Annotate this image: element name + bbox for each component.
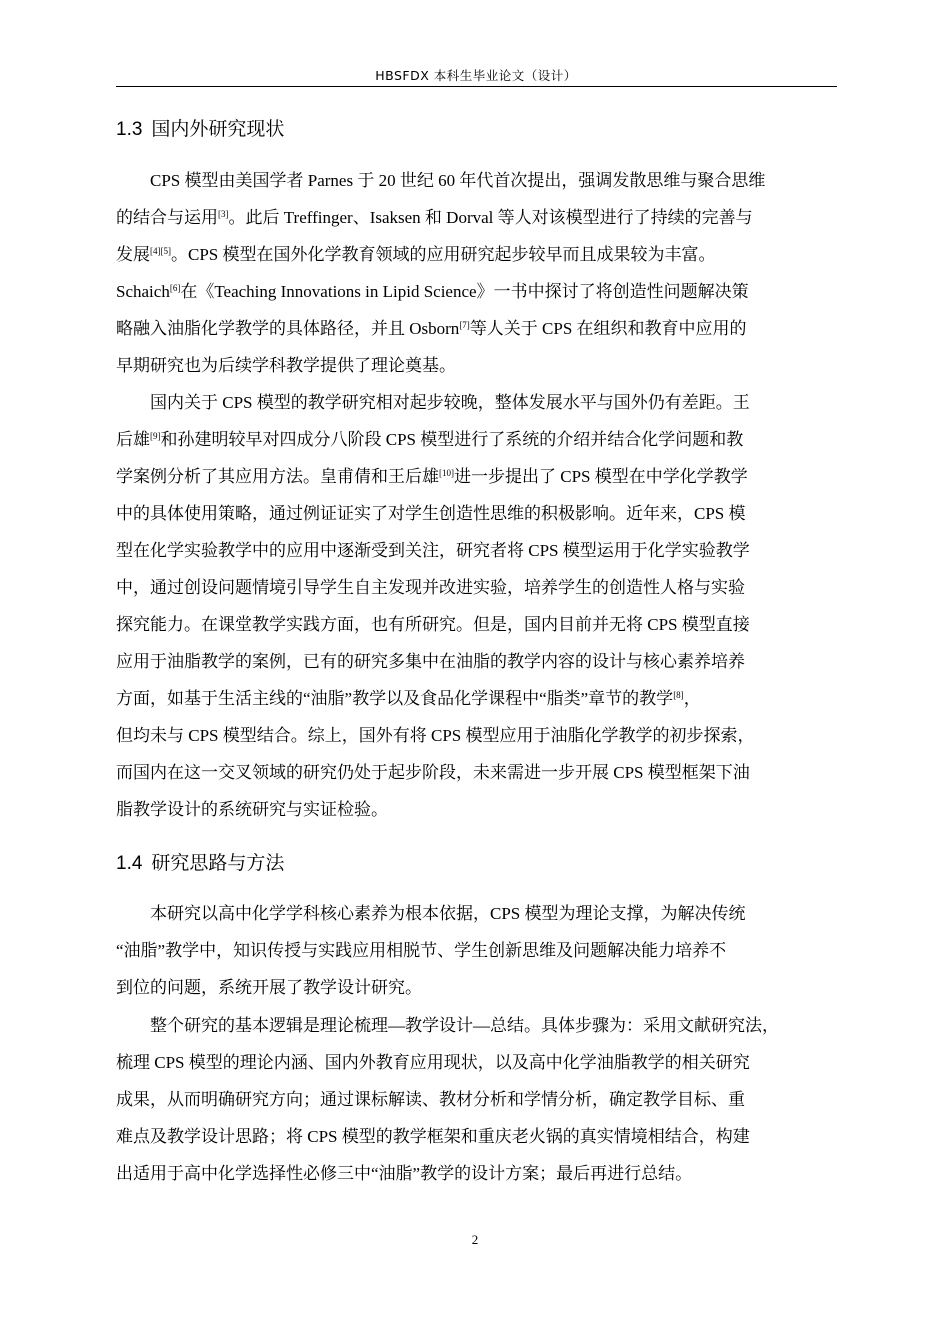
section-heading-1-4	[116, 852, 837, 876]
text-line: 到位的问题，系统开展了教学设计研究。	[116, 978, 422, 997]
text-line: 的结合与运用[3]。此后 Treffinger、Isaksen 和 Dorval 等人对该模型进行了持续的完善与	[116, 208, 753, 227]
citation-marker: [6]	[169, 283, 181, 293]
text-line: 方面，如基于生活主线的“油脂”教学以及食品化学课程中“脂类”章节的教学[8]，	[116, 689, 701, 708]
text-line: 出适用于高中化学选择性必修三中“油脂”教学的设计方案；最后再进行总结。	[116, 1164, 693, 1183]
citation-marker: [9]	[150, 431, 161, 441]
paragraph-domestic-research	[116, 384, 837, 828]
text-line: 但均未与 CPS 模型结合。综上，国外有将 CPS 模型应用于油脂化学教学的初步探索，	[116, 726, 755, 745]
text-line: 脂教学设计的系统研究与实证检验。	[116, 800, 388, 819]
text-line: 应用于油脂教学的案例，已有的研究多集中在油脂的教学内容的设计与核心素养培养	[116, 652, 745, 671]
text-line: 中的具体使用策略，通过例证证实了对学生创造性思维的积极影响。近年来，CPS 模	[116, 504, 746, 523]
citation-marker: [10]	[439, 468, 454, 478]
citation-marker: [8]	[673, 690, 684, 700]
section-title: 国内外研究现状	[151, 119, 285, 140]
header-rule	[116, 86, 837, 87]
text-line: 成果，从而明确研究方向；通过课标解读、教材分析和学情分析，确定教学目标、重	[116, 1090, 745, 1109]
text-line: 整个研究的基本逻辑是理论梳理—教学设计—总结。具体步骤为：采用文献研究法，	[150, 1016, 779, 1035]
text-line: 学案例分析了其应用方法。皇甫倩和王后雄[10]进一步提出了 CPS 模型在中学化学教学	[116, 467, 748, 486]
paragraph-research-steps	[116, 1007, 837, 1192]
text-line: 难点及教学设计思路；将 CPS 模型的教学框架和重庆老火锅的真实情境相结合，构建	[116, 1127, 750, 1146]
text-line: 型在化学实验教学中的应用中逐渐受到关注，研究者将 CPS 模型运用于化学实验教学	[116, 541, 750, 560]
text-line: 梳理 CPS 模型的理论内涵、国内外教育应用现状，以及高中化学油脂教学的相关研究	[116, 1053, 750, 1072]
section-heading-1-3	[116, 118, 837, 142]
text-line: 后雄[9]和孙建明较早对四成分八阶段 CPS 模型进行了系统的介绍并结合化学问题和教	[116, 430, 744, 449]
text-line: 中，通过创设问题情境引导学生自主发现并改进实验，培养学生的创造性人格与实验	[116, 578, 745, 597]
text-line: 探究能力。在课堂教学实践方面，也有所研究。但是，国内目前并无将 CPS 模型直接	[116, 615, 750, 634]
paragraph-international-research	[116, 162, 837, 384]
section-title: 研究思路与方法	[151, 853, 285, 874]
citation-marker: [7]	[459, 320, 470, 330]
section-number: 1.4	[116, 853, 143, 874]
section-number: 1.3	[116, 119, 143, 140]
text-line: 略融入油脂化学教学的具体路径，并且 Osborn[7]等人关于 CPS 在组织和教育中应用的	[116, 319, 747, 338]
page-number: 2	[471, 1232, 479, 1247]
text-line: 而国内在这一交叉领域的研究仍处于起步阶段，未来需进一步开展 CPS 模型框架下油	[116, 763, 750, 782]
text-line: 发展[4][5]。CPS 模型在国外化学教育领域的应用研究起步较早而且成果较为丰富。	[116, 245, 716, 264]
text-line: Schaich[6]在《Teaching Innovations in Lipid Science》一书中探讨了将创造性问题解决策	[116, 282, 749, 301]
text-line: CPS 模型由美国学者 Parnes 于 20 世纪 60 年代首次提出，强调发散思维与聚合思维	[150, 171, 766, 190]
running-header: HBSFDX 本科生毕业论文（设计）	[375, 68, 577, 83]
text-line: “油脂”教学中，知识传授与实践应用相脱节、学生创新思维及问题解决能力培养不	[116, 941, 727, 960]
text-line: 国内关于 CPS 模型的教学研究相对起步较晚，整体发展水平与国外仍有差距。王	[150, 393, 750, 412]
citation-marker: [3]	[218, 209, 229, 219]
text-line: 早期研究也为后续学科教学提供了理论奠基。	[116, 356, 456, 375]
paragraph-research-basis	[116, 895, 837, 1006]
text-line: 本研究以高中化学学科核心素养为根本依据，CPS 模型为理论支撑，为解决传统	[150, 904, 746, 923]
citation-marker: [4][5]	[150, 246, 171, 256]
